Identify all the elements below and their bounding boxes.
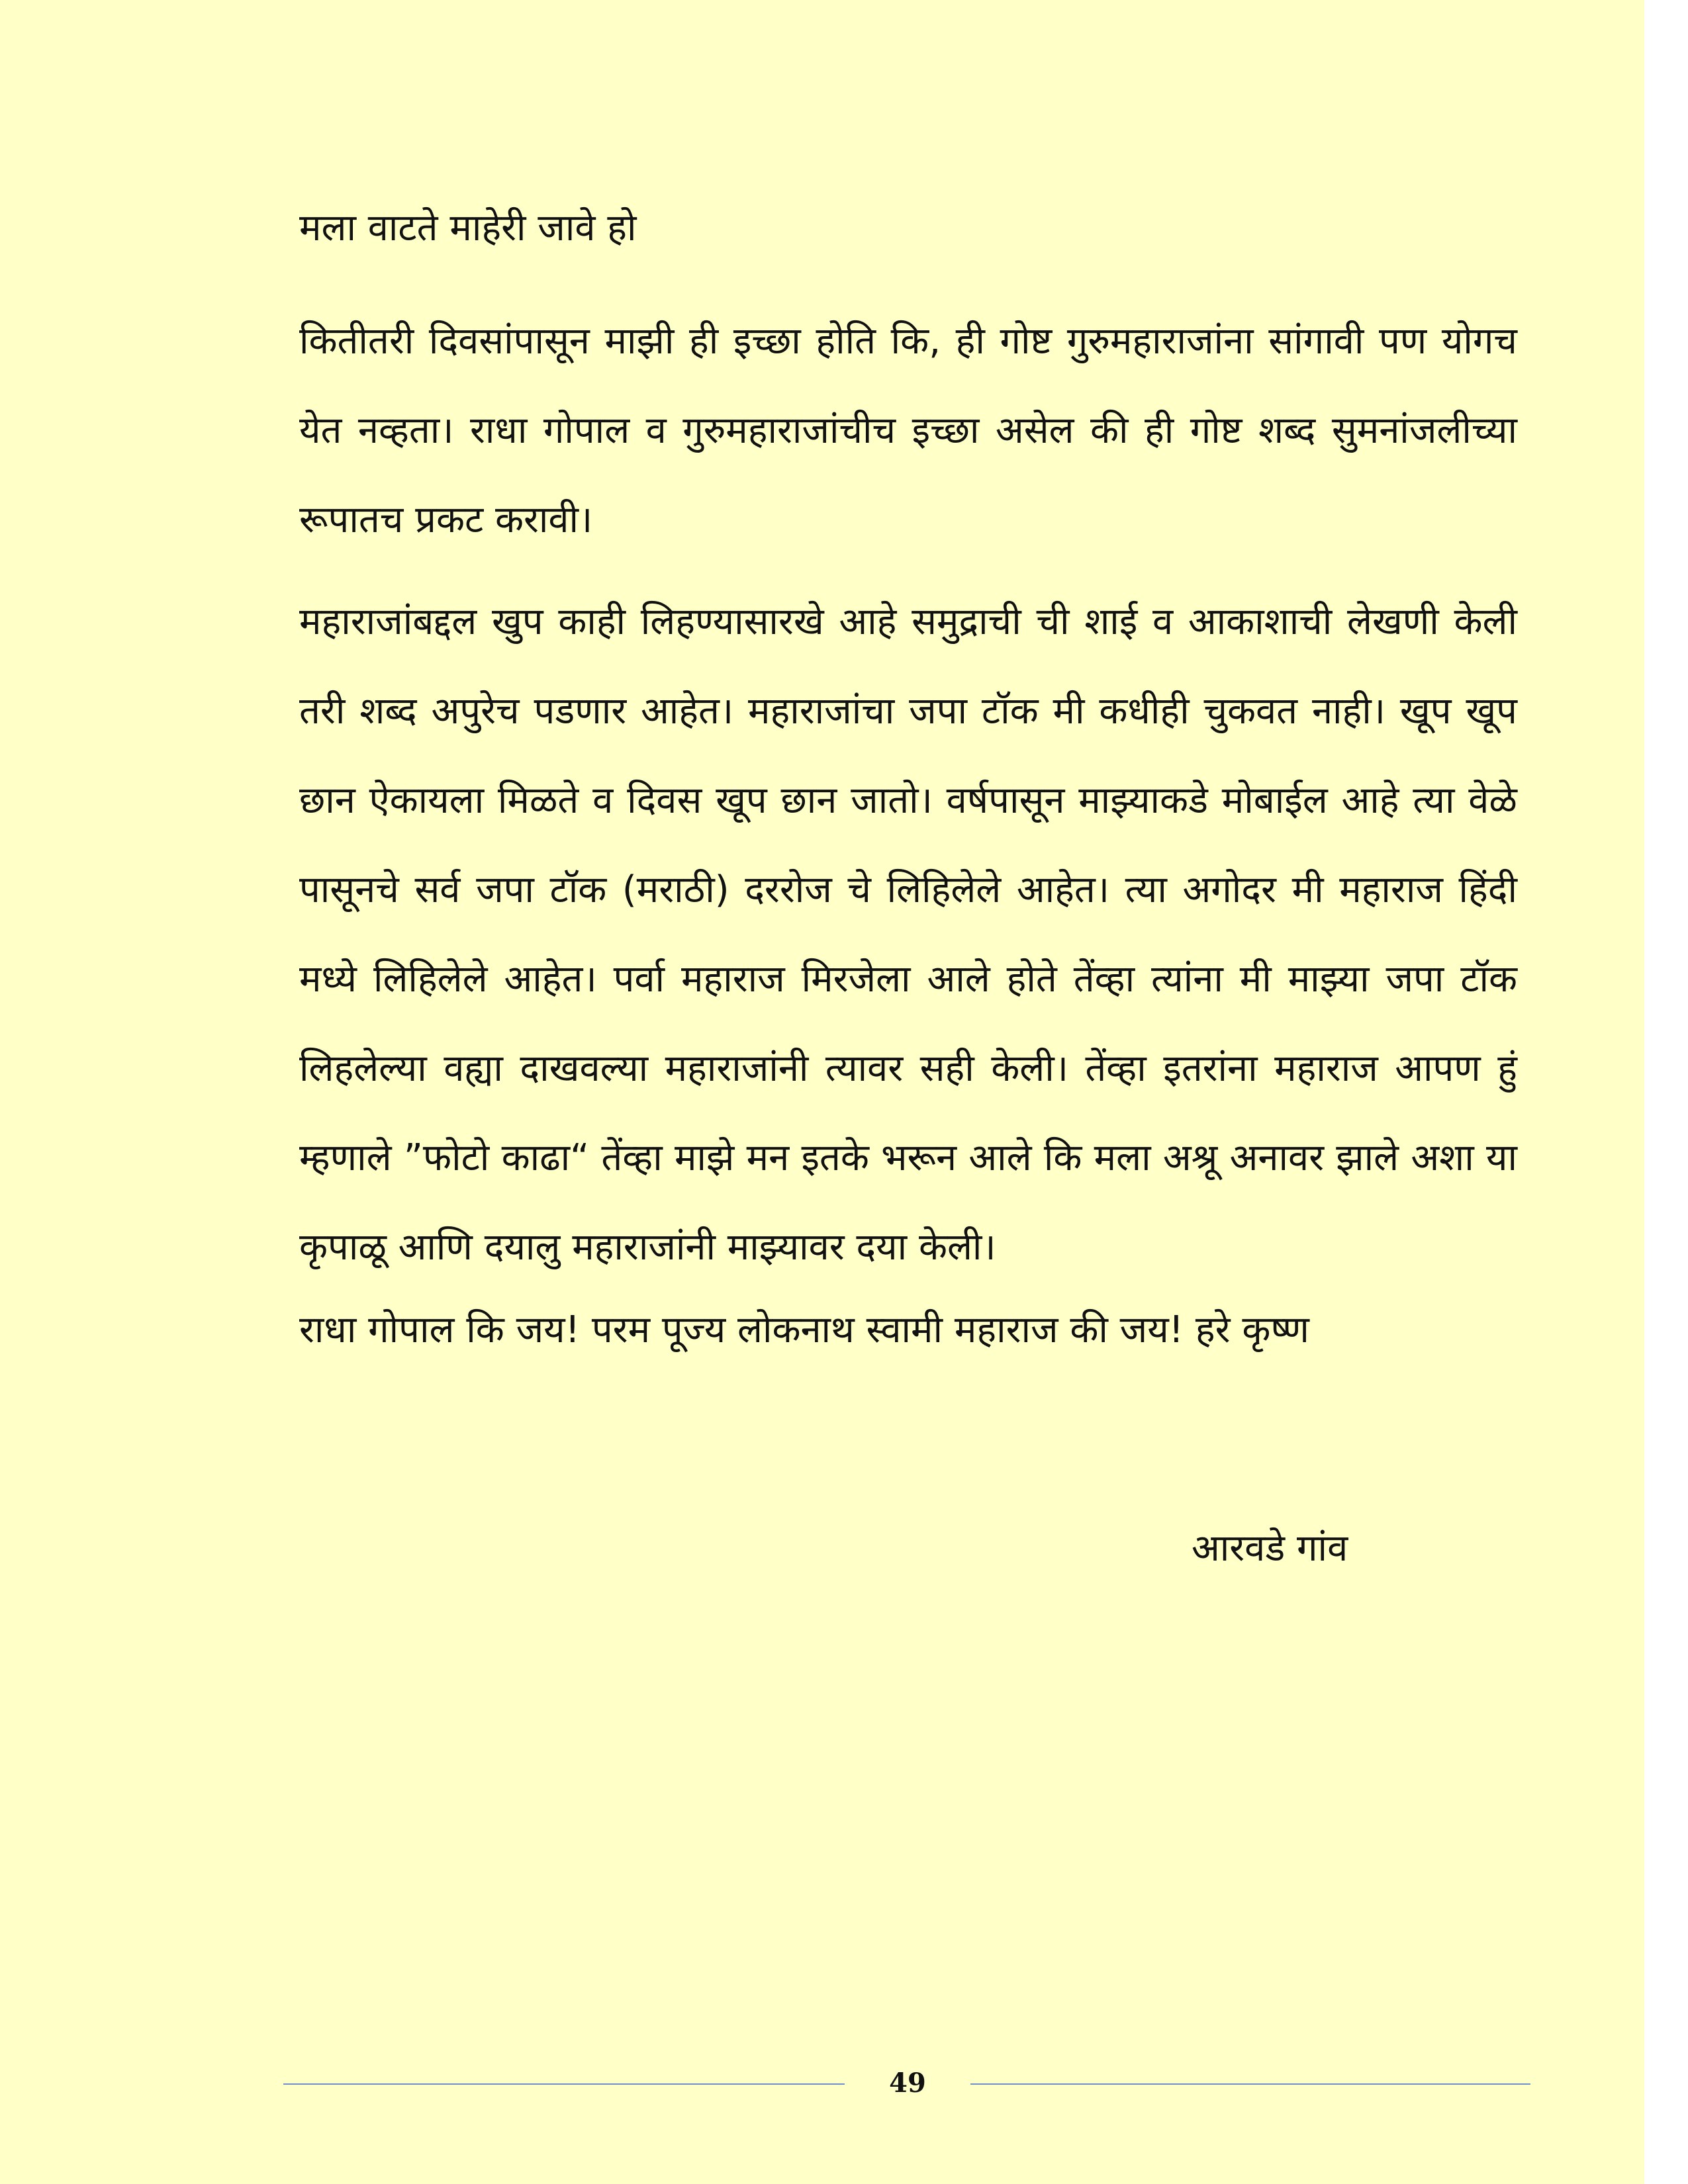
paragraph-3: राधा गोपाल कि जय! परम पूज्य लोकनाथ स्वामी महाराज की जय! हरे कृष्ण (299, 1308, 1309, 1351)
document-heading: मला वाटते माहेरी जावे हो (299, 206, 637, 250)
signature-place: आरवडे गांव (1192, 1527, 1348, 1570)
page-number: 49 (889, 2068, 926, 2099)
paragraph-2: महाराजांबद्दल खुप काही लिहण्यासारखे आहे समुद्राची ची शाई व आकाशाची लेखणी केली तरी शब्द अपुरेच पडणार आहेत। महाराजांचा जपा टॉक मी कधीही चुकवत नाही। खूप खूप छान ऐकायला मिळते व दिवस खूप छान जातो। वर्षपासून माझ्याकडे मोबाईल आहे त्या वेळे पासूनचे सर्व जपा टॉक (मराठी) दररोज चे लिहिलेले आहेत। त्या अगोदर मी महाराज हिंदी मध्ये लिहिलेले आहेत। पर्वा महाराज मिरजेला आले होते तेंव्हा त्यांना मी माझ्या जपा टॉक लिहलेल्या वह्या दाखवल्या महाराजांनी त्यावर सही केली। तेंव्हा इतरांना महाराज आपण हुं म्हणाले ”फोटो काढा“ तेंव्हा माझे मन इतके भरून आले कि मला अश्रू अनावर झाले अशा या कृपाळू आणि दयालु महाराजांनी माझ्यावर दया केली। (299, 600, 1517, 1269)
footer-rule-left (283, 2083, 845, 2085)
paragraph-1: कितीतरी दिवसांपासून माझी ही इच्छा होति कि, ही गोष्ट गुरुमहाराजांना सांगावी पण योगच येत नव्हता। राधा गोपाल व गुरुमहाराजांचीच इच्छा असेल की ही गोष्ट शब्द सुमनांजलीच्या रूपातच प्रकट करावी। (299, 320, 1517, 541)
footer-rule-right (970, 2083, 1530, 2085)
